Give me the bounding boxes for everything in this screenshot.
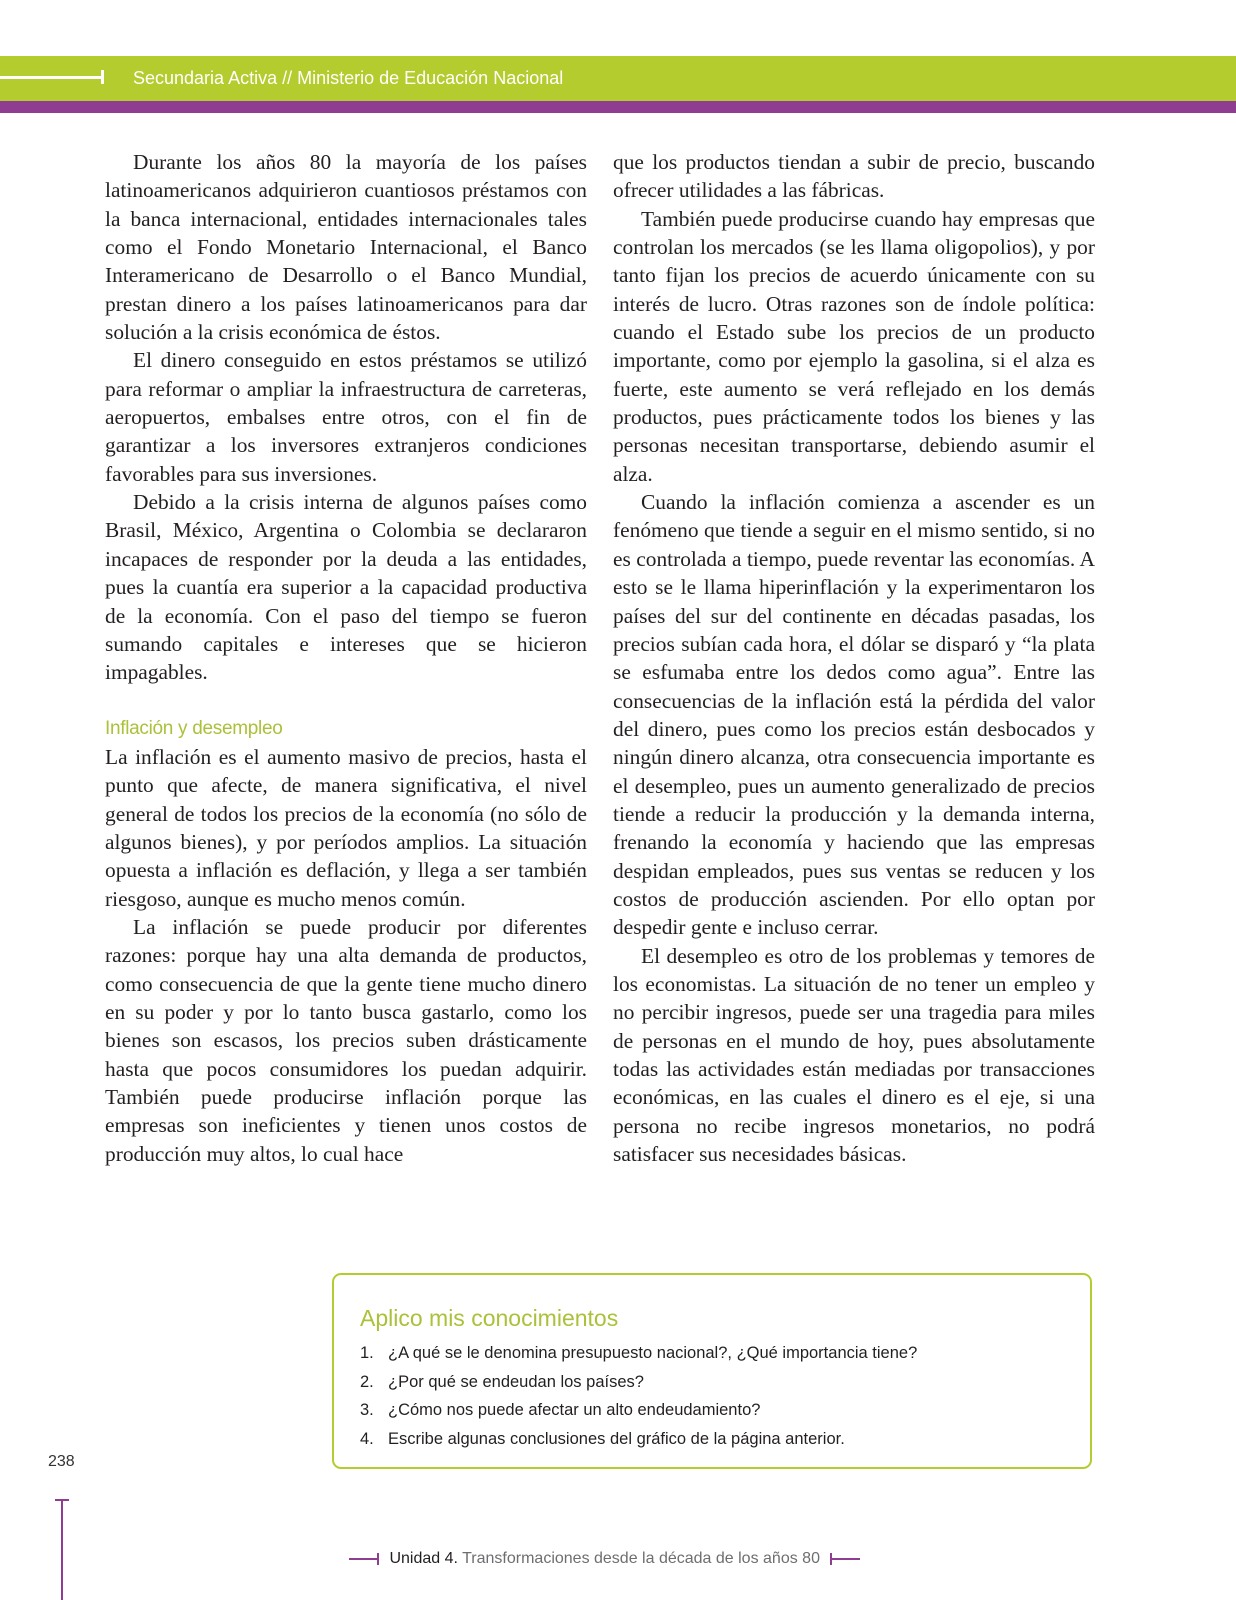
paragraph: También puede producirse cuando hay empresas que controlan los mercados (se les llama oligopolios), y por tanto fijan los precios de acuerdo únicamente con su interés de lucro. Otras razones son de índole política: cuando el Estado sube los precios de un producto importante, como por ejemplo la gasolina, si el alza es fuerte, este aumento se verá reflejado en los demás productos, pues prácticamente todos los bienes y las personas necesitan transportarse, debiendo asumir el alza. bbox=[613, 206, 1095, 486]
item-number: 4. bbox=[360, 1429, 374, 1448]
header-title: Secundaria Activa // Ministerio de Educación Nacional bbox=[133, 68, 564, 88]
paragraph: Debido a la crisis interna de algunos países como Brasil, México, Argentina o Colombia se declararon incapaces de responder por la deuda a las entidades, pues la cuantía era superior a la capacidad productiva de la economía. Con el paso del tiempo se fueron sumando capitales e intereses que se hicieron impagables. bbox=[105, 490, 587, 685]
item-number: 1. bbox=[360, 1344, 374, 1362]
item-text: ¿A qué se le denomina presupuesto nacional?, ¿Qué importancia tiene? bbox=[388, 1344, 918, 1362]
paragraph-continuation: que los productos tiendan a subir de precio, buscando ofrecer utilidades a las fábricas. bbox=[613, 150, 1095, 203]
paragraph: La inflación es el aumento masivo de precios, hasta el punto que afecte, de manera significativa, el nivel general de todos los precios de la economía (no sólo de algunos bienes), y por períodos amplios. La situación opuesta a inflación es deflación, y llega a ser también riesgoso, aunque es mucho menos común. bbox=[105, 744, 587, 911]
paragraph: Durante los años 80 la mayoría de los países latinoamericanos adquirieron cuantiosos préstamos con la banca internacional, entidades internacionales tales como el Fondo Monetario Internacional, el Banco Interamericano de Desarrollo o el Banco Mundial, prestan dinero a los países latinoamericanos para dar solución a la crisis económica de éstos. bbox=[105, 150, 587, 345]
left-column bbox=[105, 148, 587, 1168]
activity-title: Aplico mis conocimientos bbox=[360, 1305, 619, 1331]
header-rule bbox=[0, 76, 103, 79]
header-band bbox=[0, 56, 1236, 101]
item-number: 3. bbox=[360, 1401, 374, 1419]
paragraph: El dinero conseguido en estos préstamos se utilizó para reformar o ampliar la infraestructura de carreteras, aeropuertos, embalses entre otros, con el fin de garantizar a los inversores extranjeros condiciones favorables para sus inversiones. bbox=[105, 348, 587, 486]
footer-margin-tick bbox=[55, 1499, 69, 1501]
footer-margin-rule bbox=[61, 1499, 63, 1600]
header-stripe bbox=[0, 101, 1236, 113]
item-number: 2. bbox=[360, 1372, 374, 1391]
footer-rule-left bbox=[349, 1558, 379, 1560]
paragraph: La inflación se puede producir por diferentes razones: porque hay una alta demanda de productos, como consecuencia de que la gente tiene mucho dinero en su poder y por lo tanto busca gastarlo, como los bienes son escasos, los precios suben drásticamente hasta que pocos consumidores los puedan adquirir. También puede producirse inflación porque las empresas son ineficientes y tienen unos costos de producción muy altos, lo cual hace bbox=[105, 914, 587, 1166]
activity-box bbox=[332, 1273, 1092, 1469]
footer-rule-right bbox=[830, 1558, 860, 1560]
item-text: Escribe algunas conclusiones del gráfico de la página anterior. bbox=[388, 1429, 845, 1448]
item-text: ¿Por qué se endeudan los países? bbox=[388, 1372, 644, 1391]
header-rule-tick bbox=[101, 70, 104, 84]
list-item bbox=[360, 1339, 917, 1368]
right-column bbox=[613, 148, 1095, 1168]
paragraph: El desempleo es otro de los problemas y temores de los economistas. La situación de no tener un empleo y no percibir ingresos, puede ser una tragedia para miles de personas en el mundo de hoy, pues absolutamente todas las actividades están mediadas por transacciones económicas, en las cuales el dinero es el eje, si una persona no recibe ingresos monetarios, no podrá satisfacer sus necesidades básicas. bbox=[613, 943, 1095, 1167]
paragraph: Cuando la inflación comienza a ascender es un fenómeno que tiende a seguir en el mismo sentido, si no es controlada a tiempo, puede reventar las economías. A esto se le llama hiperinflación y la experimentaron los países del sur del continente en décadas pasadas, los precios subían cada hora, el dólar se disparó y “la plata se esfumaba entre los dedos como agua”. Entre las consecuencias de la inflación está la pérdida del valor del dinero, pues como los precios están desbocados y ningún dinero alcanza, otra consecuencia importante es el desempleo, pues un aumento generalizado de precios tiende a reducir la producción y la demanda interna, frenando la economía y haciendo que las empresas despidan empleados, pues sus ventas se reducen y los costos de producción ascienden. Por ello optan por despedir gente e incluso cerrar. bbox=[613, 490, 1095, 940]
page-number: 238 bbox=[48, 1453, 75, 1470]
footer-title: Transformaciones desde la década de los años 80 bbox=[462, 1550, 820, 1567]
footer bbox=[349, 1550, 860, 1570]
list-item bbox=[360, 1368, 917, 1397]
list-item bbox=[360, 1396, 917, 1425]
item-text: ¿Cómo nos puede afectar un alto endeudamiento? bbox=[388, 1401, 761, 1419]
list-item bbox=[360, 1425, 917, 1454]
activity-list bbox=[360, 1339, 917, 1453]
section-heading: Inflación y desempleo bbox=[105, 717, 283, 739]
footer-unit: Unidad 4. bbox=[389, 1550, 458, 1567]
